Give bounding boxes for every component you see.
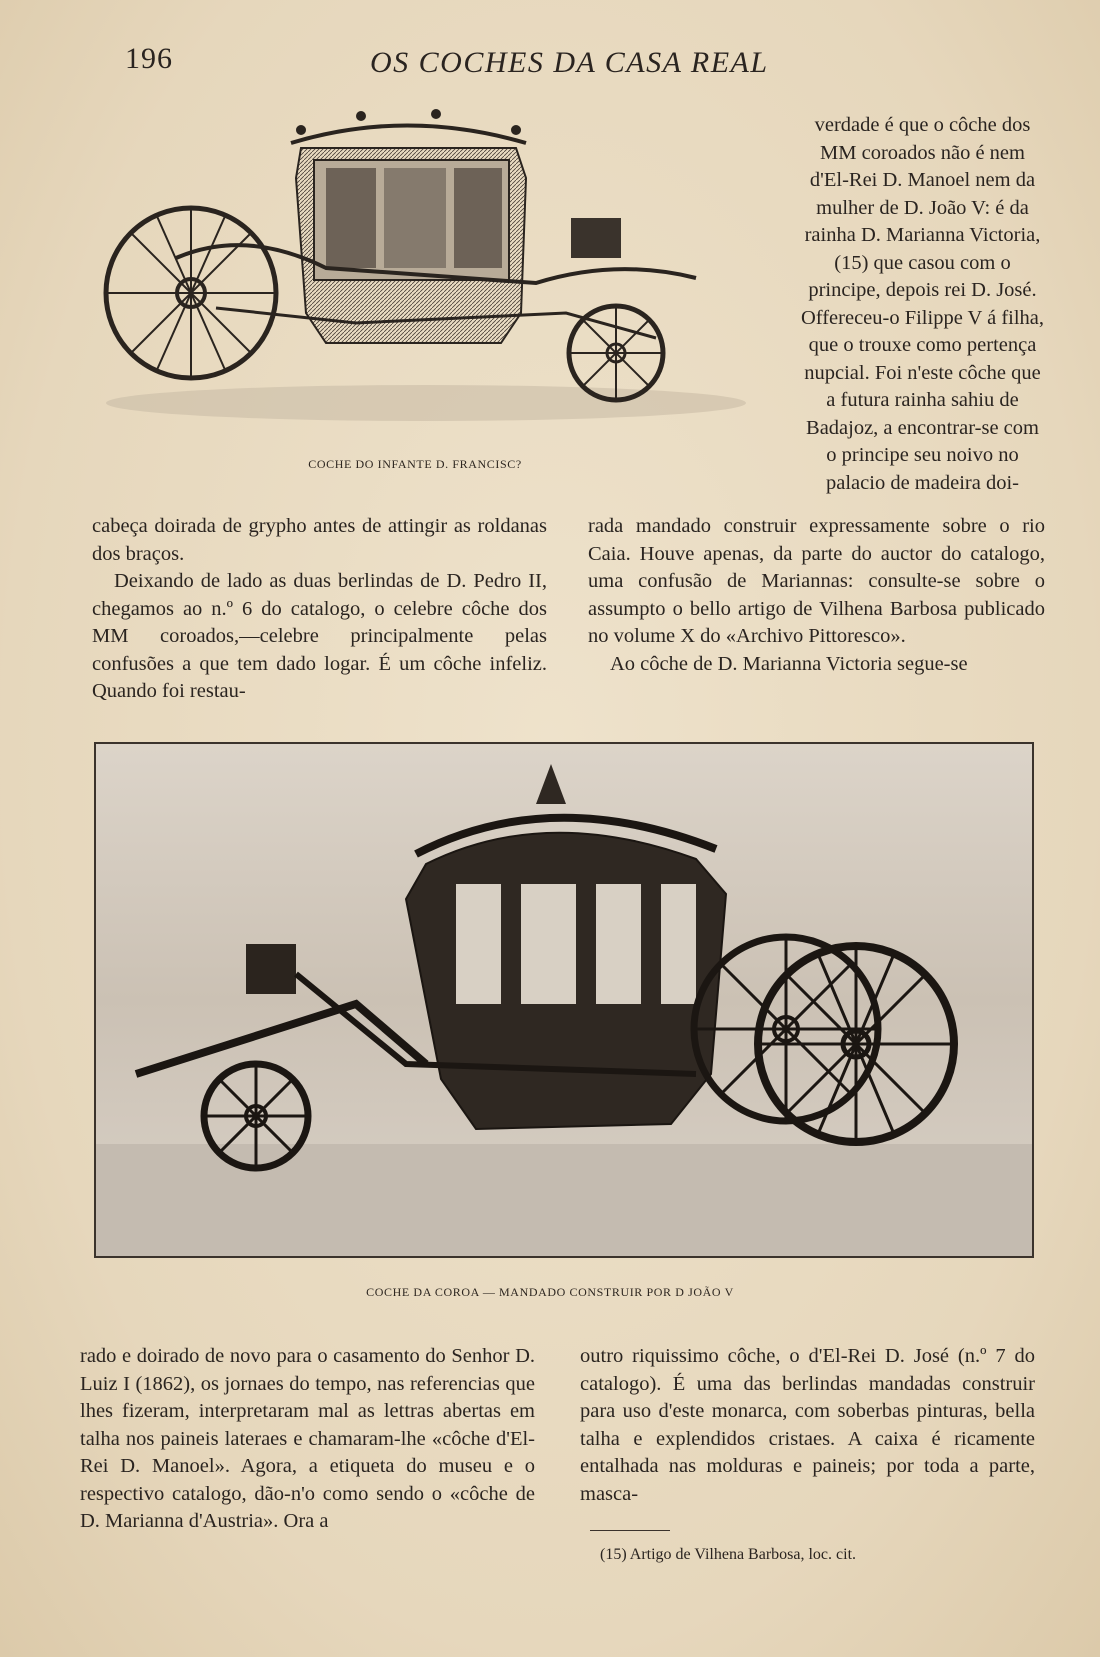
footnote: (15) Artigo de Vilhena Barbosa, loc. cit.	[600, 1546, 857, 1563]
paragraph: outro riquissimo côche, o d'El-Rei D. José (n.º 7 do catalogo). É uma das berlindas mandadas construir para uso d'este monarca, com soberbas pinturas, bella talha e explendidos cristaes. A caixa é ricamente entalhada nas molduras e paineis; por toda a parte, masca-	[580, 1345, 1035, 1505]
paragraph: verdade é que o côche dos MM coroados não é nem d'El-Rei D. Manoel nem da mulher de D. João V: é da rainha D. Marianna Victoria, (15) que casou com o principe, depois rei D. José. Offereceu-o Filippe V á filha, que o trouxe como pertença nupcial. Foi n'este côche que a futura rainha sahiu de Badajoz, a encontrar-se com o principe seu noivo no palacio de madeira doi-	[800, 114, 1045, 494]
coach-engraving-top	[96, 108, 756, 438]
paragraph: rada mandado construir expressamente sobre o rio Caia. Houve apenas, da parte do auctor do catalogo, uma confusão de Mariannas: consulte-se sobre o assumpto o bello artigo de Vilhena Barbosa publicado no volume X do «Archivo Pittoresco».	[588, 515, 1045, 647]
coach-photo-frame	[94, 742, 1034, 1258]
text-column-right-top	[800, 112, 1045, 497]
text-column-left-top	[92, 513, 547, 706]
text-column-right-bottom	[580, 1343, 1035, 1508]
paragraph: Deixando de lado as duas berlindas de D. Pedro II, chegamos ao n.º 6 do catalogo, o celebre côche dos MM coroados,—celebre principalmente pelas confusões a que tem dado logar. É um côche infeliz. Quando foi restau-	[92, 570, 547, 702]
figure-caption-top: COCHE DO INFANTE D. FRANCISC?	[308, 457, 522, 471]
text-column-left-bottom	[80, 1343, 535, 1536]
crown-coach-photo	[96, 744, 1032, 1256]
page-header	[0, 42, 1100, 92]
paragraph: cabeça doirada de grypho antes de attingir as roldanas dos braços.	[92, 515, 547, 565]
figure-caption-bottom: COCHE DA COROA — MANDADO CONSTRUIR POR D JOÃO V	[366, 1285, 734, 1299]
footnote-divider	[590, 1530, 670, 1531]
running-title: OS COCHES DA CASA REAL	[370, 46, 769, 79]
page-number: 196	[125, 42, 173, 75]
paragraph: rado e doirado de novo para o casamento do Senhor D. Luiz I (1862), os jornaes do tempo, nas referencias que lhes fizeram, interpretaram mal as lettras abertas em talha nos paineis lateraes e chamaram-lhe «côche d'El-Rei D. Manoel». Agora, a etiqueta do museu e o respectivo catalogo, dão-n'o como sendo o «côche de D. Marianna d'Austria». Ora a	[80, 1345, 535, 1532]
paragraph: Ao côche de D. Marianna Victoria segue-se	[610, 652, 968, 675]
text-column-right-mid	[588, 513, 1045, 678]
